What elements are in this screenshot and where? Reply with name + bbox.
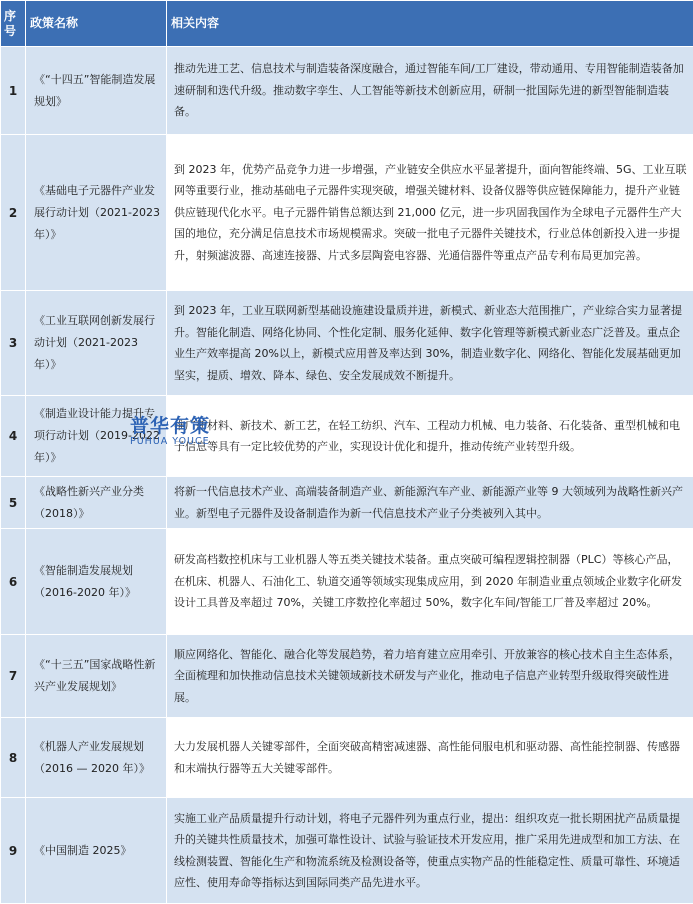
header-content: 相关内容 bbox=[167, 1, 693, 47]
table-row bbox=[1, 47, 693, 135]
policy-content: 将新一代信息技术产业、高端装备制造产业、新能源汽车产业、新能源产业等 9 大领域列为战略性新兴产业。新型电子元器件及设备制造作为新一代信息技术产业子分类被列入其中。 bbox=[167, 477, 693, 529]
table-header-row bbox=[1, 1, 693, 47]
watermark-cn: 普华有策 bbox=[130, 416, 210, 436]
table-row bbox=[1, 135, 693, 291]
row-number: 4 bbox=[1, 396, 26, 477]
table-row bbox=[1, 529, 693, 635]
table-row bbox=[1, 291, 693, 396]
row-number: 7 bbox=[1, 635, 26, 718]
policy-content: 研发高档数控机床与工业机器人等五类关键技术装备。重点突破可编程逻辑控制器（PLC）等核心产品，在机床、机器人、石油化工、轨道交通等领域实现集成应用，到 2020 年制造业重点领域企业数字化研发设计工具普及率超过 70%，关键工序数控化率超过 50%，数字化车间/智能工厂普及率超过 20%。 bbox=[167, 529, 693, 635]
policy-name: 《机器人产业发展规划（2016 — 2020 年）》 bbox=[26, 718, 167, 798]
header-no: 序号 bbox=[1, 1, 26, 47]
policy-content: 到 2023 年，优势产品竞争力进一步增强，产业链安全供应水平显著提升，面向智能终端、5G、工业互联网等重要行业，推动基础电子元器件实现突破，增强关键材料、设备仪器等供应链保障能力，提升产业链供应链现代化水平。电子元器件销售总额达到 21,000 亿元，进一步巩固我国作为全球电子元器件生产大国的地位，充分满足信息技术市场规模需求。突破一批电子元器件关键技术，行业总体创新投入进一步提升，射频滤波器、高速连接器、片式多层陶瓷电容器、光通信器件等重点产品专利布局更加完善。 bbox=[167, 135, 693, 291]
table-row bbox=[1, 798, 693, 904]
row-number: 8 bbox=[1, 718, 26, 798]
policy-content: 推广新材料、新技术、新工艺，在轻工纺织、汽车、工程动力机械、电力装备、石化装备、重型机械和电子信息等具有一定比较优势的产业，实现设计优化和提升，推动传统产业转型升级。 bbox=[167, 396, 693, 477]
policy-name: 《战略性新兴产业分类（2018）》 bbox=[26, 477, 167, 529]
table-row bbox=[1, 635, 693, 718]
table-row bbox=[1, 718, 693, 798]
policy-name: 《基础电子元器件产业发展行动计划（2021-2023 年）》 bbox=[26, 135, 167, 291]
policy-content: 实施工业产品质量提升行动计划，将电子元器件列为重点行业，提出：组织攻克一批长期困扰产品质量提升的关键共性质量技术，加强可靠性设计、试验与验证技术开发应用，推广采用先进成型和加工方法、在线检测装置、智能化生产和物流系统及检测设备等，使重点实物产品的性能稳定性、质量可靠性、环境适应性、使用寿命等指标达到国际同类产品先进水平。 bbox=[167, 798, 693, 904]
policy-name: 《智能制造发展规划（2016-2020 年）》 bbox=[26, 529, 167, 635]
policy-name: 《“十四五”智能制造发展规划》 bbox=[26, 47, 167, 135]
row-number: 2 bbox=[1, 135, 26, 291]
policy-content: 顺应网络化、智能化、融合化等发展趋势，着力培育建立应用牵引、开放兼容的核心技术自主生态体系，全面梳理和加快推动信息技术关键领域新技术研发与产业化，推动电子信息产业转型升级取得突破性进展。 bbox=[167, 635, 693, 718]
policy-content: 大力发展机器人关键零部件，全面突破高精密减速器、高性能伺服电机和驱动器、高性能控制器、传感器和末端执行器等五大关键零部件。 bbox=[167, 718, 693, 798]
policy-name: 《中国制造 2025》 bbox=[26, 798, 167, 904]
policy-name: 《工业互联网创新发展行动计划（2021-2023 年）》 bbox=[26, 291, 167, 396]
policy-name: 《制造业设计能力提升专项行动计划（2019-2022 年）》 bbox=[26, 396, 167, 477]
policy-content: 推动先进工艺、信息技术与制造装备深度融合，通过智能车间/工厂建设，带动通用、专用智能制造装备加速研制和迭代升级。推动数字孪生、人工智能等新技术创新应用，研制一批国际先进的新型智能制造装备。 bbox=[167, 47, 693, 135]
table-row bbox=[1, 477, 693, 529]
watermark-en: PUHUA YOUCE bbox=[130, 436, 210, 448]
row-number: 9 bbox=[1, 798, 26, 904]
row-number: 3 bbox=[1, 291, 26, 396]
row-number: 5 bbox=[1, 477, 26, 529]
header-policy-name: 政策名称 bbox=[26, 1, 167, 47]
policy-name: 《“十三五”国家战略性新兴产业发展规划》 bbox=[26, 635, 167, 718]
table-row bbox=[1, 396, 693, 477]
row-number: 1 bbox=[1, 47, 26, 135]
row-number: 6 bbox=[1, 529, 26, 635]
policy-content: 到 2023 年，工业互联网新型基础设施建设量质并进，新模式、新业态大范围推广，产业综合实力显著提升。智能化制造、网络化协同、个性化定制、服务化延伸、数字化管理等新模式新业态广泛普及。重点企业生产效率提高 20%以上，新模式应用普及率达到 30%，制造业数字化、网络化、智能化发展基础更加坚实，提质、增效、降本、绿色、安全发展成效不断提升。 bbox=[167, 291, 693, 396]
